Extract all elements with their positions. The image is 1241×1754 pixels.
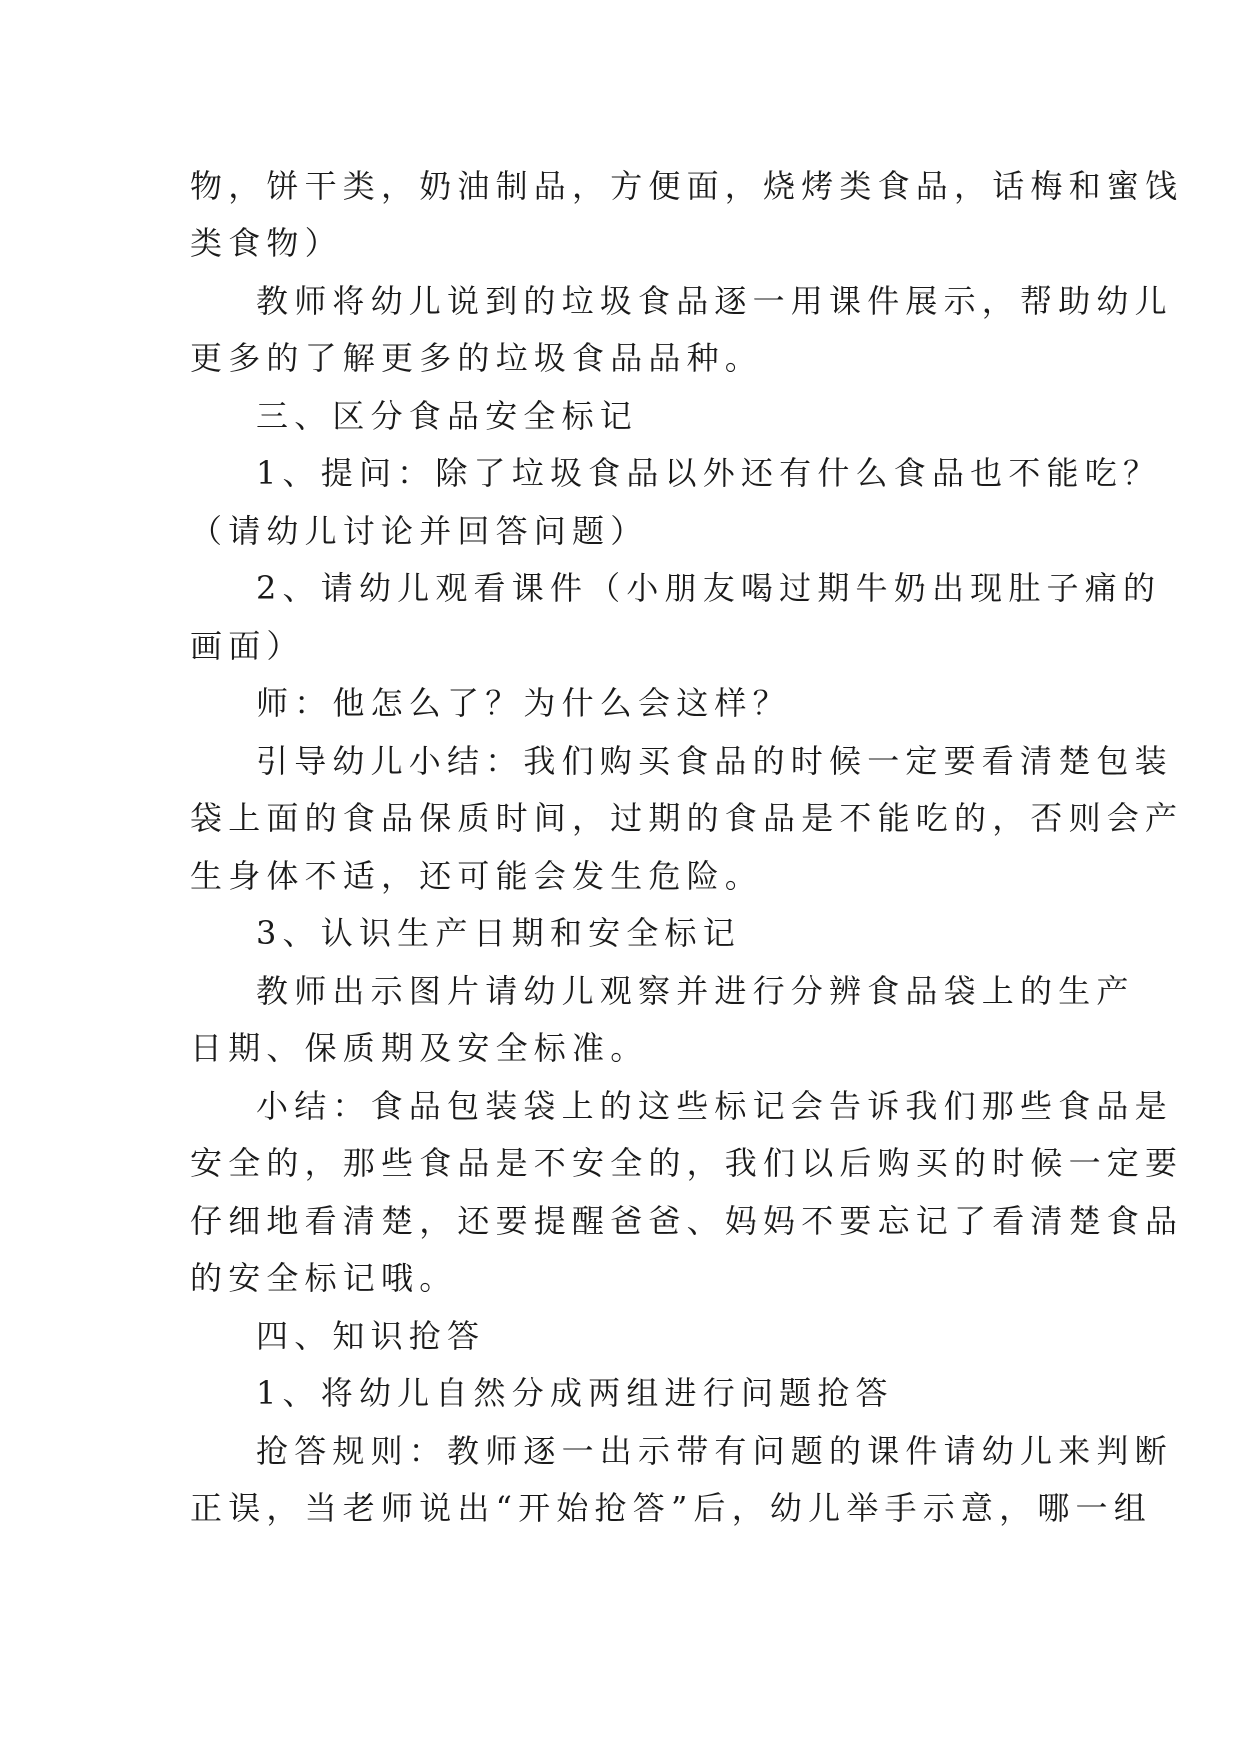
paragraph-first-line: 引导幼儿小结：我们购买食品的时候一定要看清楚包装 (256, 742, 1173, 780)
body-text-line: 仔细地看清楚，还要提醒爸爸、妈妈不要忘记了看清楚食品 (190, 1202, 1184, 1240)
body-text-line: 更多的了解更多的垃圾食品品种。 (190, 339, 764, 377)
paragraph-first-line: 教师将幼儿说到的垃圾食品逐一用课件展示，帮助幼儿 (256, 282, 1173, 320)
body-text-line: 的安全标记哦。 (190, 1259, 458, 1297)
paragraph-first-line: 教师出示图片请幼儿观察并进行分辨食品袋上的生产 (256, 972, 1135, 1010)
section-heading: 三、区分食品安全标记 (256, 397, 639, 435)
section-heading: 四、知识抢答 (256, 1317, 486, 1355)
paragraph-first-line: 小结：食品包装袋上的这些标记会告诉我们那些食品是 (256, 1087, 1173, 1125)
body-text-line: 生身体不适，还可能会发生危险。 (190, 857, 764, 895)
paragraph-first-line: 1、将幼儿自然分成两组进行问题抢答 (256, 1374, 894, 1412)
body-text-line: 类食物） (190, 224, 343, 262)
paragraph-first-line: 抢答规则：教师逐一出示带有问题的课件请幼儿来判断 (256, 1432, 1173, 1470)
body-text-line: 正误，当老师说出“开始抢答”后，幼儿举手示意，哪一组 (190, 1489, 1152, 1527)
body-text-line: 安全的，那些食品是不安全的，我们以后购买的时候一定要 (190, 1144, 1184, 1182)
body-text-line: （请幼儿讨论并回答问题） (190, 512, 649, 550)
body-text-line: 袋上面的食品保质时间，过期的食品是不能吃的，否则会产 (190, 799, 1184, 837)
paragraph-first-line: 2、请幼儿观看课件（小朋友喝过期牛奶出现肚子痛的 (256, 569, 1162, 607)
paragraph-first-line: 3、认识生产日期和安全标记 (256, 914, 741, 952)
paragraph-first-line: 1、提问：除了垃圾食品以外还有什么食品也不能吃？ (256, 454, 1162, 492)
body-text-line: 物，饼干类，奶油制品，方便面，烧烤类食品，话梅和蜜饯 (190, 167, 1184, 205)
body-text-line: 日期、保质期及安全标准。 (190, 1029, 649, 1067)
body-text-line: 画面） (190, 627, 305, 665)
paragraph-first-line: 师：他怎么了？为什么会这样？ (256, 684, 791, 722)
